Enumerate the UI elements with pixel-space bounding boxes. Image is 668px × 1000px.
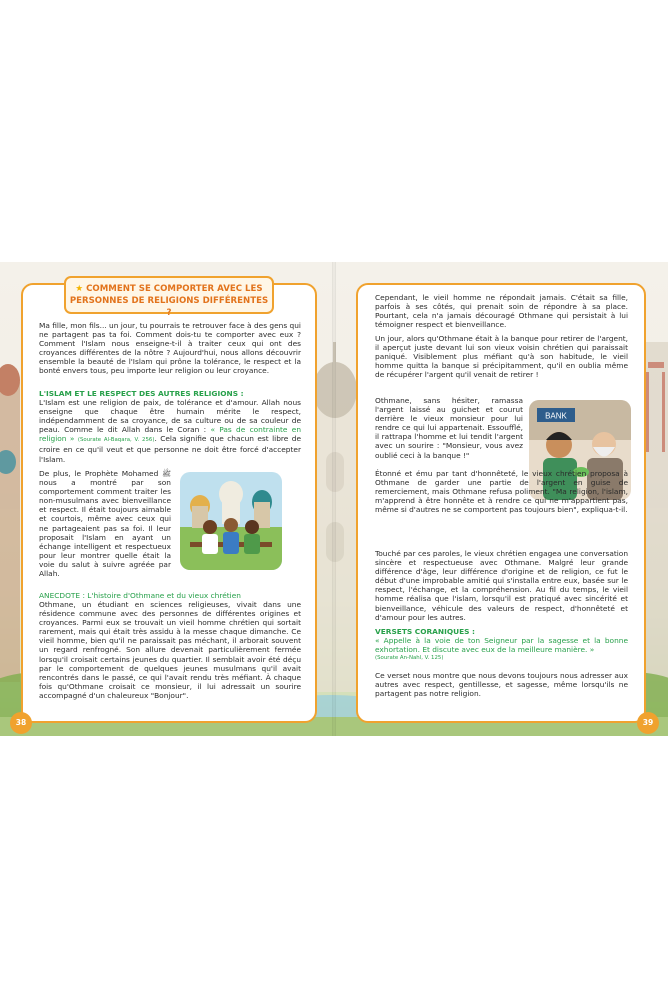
page-number-right: 39 [637,712,659,734]
page-number-left: 38 [10,712,32,734]
quran-quote: « Pas de contrainte en religion » [39,425,302,444]
book-spread [0,262,668,736]
story-paragraph-5: Touché par ces paroles, le vieux chrétien engagea une conversation sincère et respectueuse avec Othmane. Malgré leur grande différence d'âge, leur différence d'origine et de religion, ce fut le début d'une improbable amitié qui s'installa entre eux, basée sur le respect, l'échange, et la compréhension. Au fil du temps, le vieil homme réalisa que l'islam, lorsqu'il est pratiqué avec sincérité et bienveillance, véhicule des valeurs de respect, d'honnêteté et d'amour pour les autres. [375,549,628,622]
left-domes-decoration [0,364,20,682]
verse-reference: (Sourate An-Nahl, V. 125) [375,655,444,661]
anecdote-paragraph: Othmane, un étudiant en sciences religieuses, vivait dans une résidence commune avec des personnes de différentes origines et croyances. Parmi eux se trouvait un vieil homme chrétien qui sortait rarement, mais qui était très assidu à la messe chaque dimanche. Ce vieil homme, bien qu'il ne paraissait pas méchant, il arborait souvent un regard renfrogné. Son allure devenait particulièrement fermée lorsqu'il croisait certains jeunes du quartier. Il semblait avoir été déçu par le comportement de quelques jeunes musulmans qu'il avait rencontrés dans le passé, ce qui l'avait rendu très méfiant. À chaque fois qu'Othmane croisait ce monsieur, il lui adressait un sourire accompagné d'un chaleureux "Bonjour". [39,600,301,700]
section-paragraph-respect: L'Islam est une religion de paix, de tolérance et d'amour. Allah nous enseigne que chaque être humain mérite le respect, indépendamment de sa croyance, de sa culture ou de sa couleur de peau. Comme le dit Allah dans le Coran : « Pas de contrainte en religion » (Sourate Al-Baqara, V. 256). Cela signifie que chacun est libre de croire en ce qu'il veut et que personne ne doit être forcé d'accepter l'Islam. [39,398,302,464]
prophet-paragraph: De plus, le Prophète Mohamed ﷺ nous a montré par son comportement comment traiter les non-musulmans avec bienveillance et respect. Il était toujours aimable et courtois, même avec ceux qui ne partageaient pas sa foi. Il leur proposait l'Islam en ayant un échange intelligent et respectueux pour leur montrer quelle était la voie du salut à suivre agréée par Allah. [39,469,171,579]
anecdote-heading: ANECDOTE : L'histoire d'Othmane et du vieux chrétien [39,591,241,600]
story-paragraph-3: Othmane, sans hésiter, ramassa l'argent laissé au guichet et courut derrière le vieux monsieur pour lui rendre ce qui lui appartenait. Essoufflé, il rattrapa l'homme et lui tendit l'argent avec un sourire : "Monsieur, vous avez oublié ceci à la banque !" [375,396,523,460]
verses-heading: VERSETS CORANIQUES : [375,627,476,636]
friends-illustration [180,472,282,570]
chapter-title-line2: PERSONNES DE RELIGIONS DIFFÉRENTES ? [69,296,269,318]
story-paragraph-4: Étonné et ému par tant d'honnêteté, le vieux chrétien proposa à Othmane de garder une partie de l'argent en guise de remerciement, mais Othmane refusa poliment. "Ma religion, l'islam, m'apprend à être honnête et à rendre ce qui ne m'appartient pas, même si d'autres ne se comportent pas toujours bien", expliqua-t-il. [375,469,628,515]
story-paragraph-1: Cependant, le vieil homme ne répondait jamais. C'était sa fille, parfois à ses côtés, qui prenait soin de répondre à sa place. Pourtant, cela n'a jamais découragé Othmane qui persistait à lui témoigner respect et bienveillance. [375,293,628,330]
book-gutter [332,262,336,736]
bank-sign-text: BANK [545,411,567,421]
star-icon: ★ [75,284,87,294]
chapter-title-box [64,276,274,318]
chapter-title-line1: COMMENT SE COMPORTER AVEC LES [86,284,263,294]
story-paragraph-2: Un jour, alors qu'Othmane était à la banque pour retirer de l'argent, il aperçut juste devant lui son vieux voisin chrétien qui paraissait paniqué. Visiblement plus méfiant qu'à son habitude, le vieil homme quitta la banque si précipitamment, qu'il en oublia même de récupérer l'argent qu'il venait de retirer ! [375,334,628,380]
section-heading-respect: L'ISLAM ET LE RESPECT DES AUTRES RELIGIONS : [39,389,244,398]
conclusion-paragraph: Ce verset nous montre que nous devons toujours nous adresser aux autres avec respect, gentillesse, et sagesse, même lorsqu'ils ne partagent pas notre religion. [375,671,628,699]
intro-paragraph: Ma fille, mon fils... un jour, tu pourrais te retrouver face à des gens qui ne partagent pas ta foi. Comment dois-tu te comporter avec eux ? Comment l'Islam nous enseigne-t-il à traiter ceux qui ont des croyances différentes de la nôtre ? Aujourd'hui, nous allons découvrir ensemble la beauté de l'Islam qui prône la tolérance, le respect et la bonté envers tous, peu importe leur religion ou leur croyance. [39,321,301,376]
quran-reference: (Sourate Al-Baqara, V. 256) [77,437,155,444]
verse-quote: « Appelle à la voie de ton Seigneur par la sagesse et la bonne exhortation. Et discute avec eux de la meilleure manière. » [375,636,628,655]
